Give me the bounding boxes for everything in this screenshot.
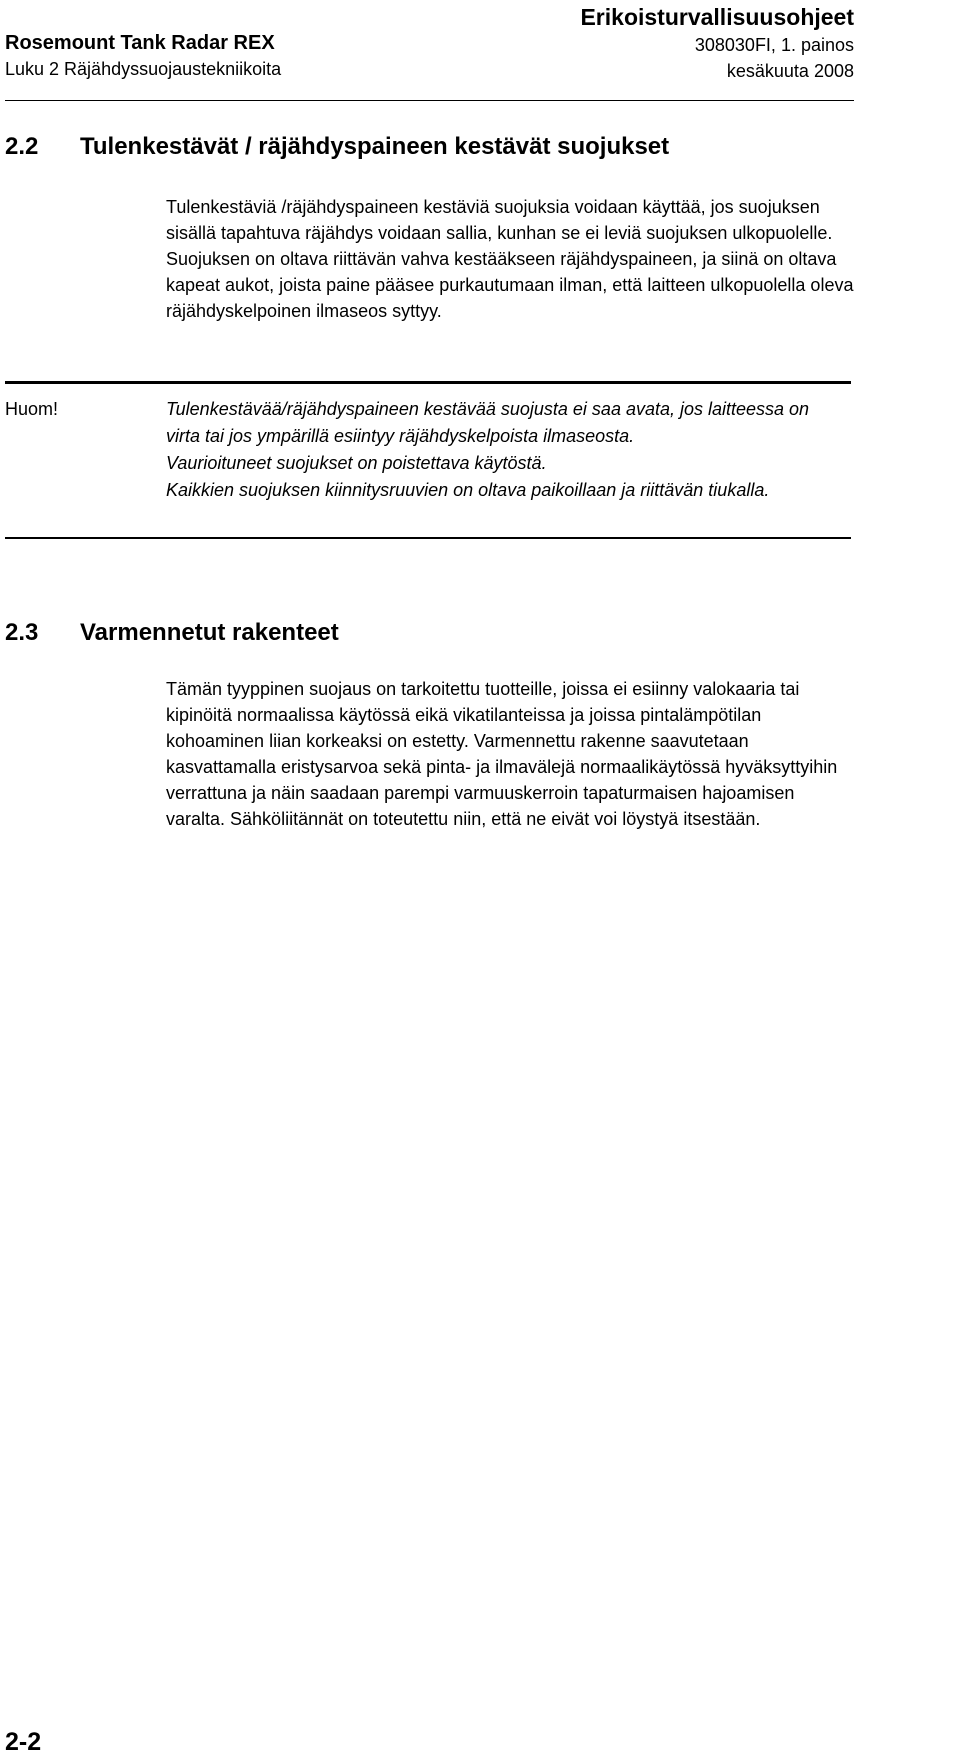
note-top-rule (5, 381, 851, 384)
note-body (166, 396, 846, 504)
document-number: 308030FI, 1. painos (694, 35, 854, 55)
chapter-title: Luku 2 Räjähdyssuojaustekniikoita (5, 59, 282, 79)
section-paragraph: Tämän tyyppinen suojaus on tarkoitettu tuotteille, joissa ei esiinny valokaaria tai kipinöitä normaalissa käytössä eikä vikatilanteissa ja joissa pintalämpötilan kohoaminen liian korkeaksi on estetty. Varmennettu rakenne saavutetaan kasvattamalla eristysarvoa sekä pinta- ja ilmavälejä normaalikäytössä hyväksyttyihin verrattuna ja näin saadaan parempi varmuuskerroin tapaturmaisen hajoamisen varalta. Sähköliitännät on toteutettu niin, että ne eivät voi löystyä itsestään. (166, 679, 838, 829)
section-number: 2.2 (5, 133, 39, 160)
running-header-right (580, 2, 854, 84)
note-bottom-rule (5, 537, 851, 539)
section-title: Tulenkestävät / räjähdyspaineen kestävät suojukset (80, 133, 670, 160)
running-header-left (5, 30, 281, 82)
note-line: Vaurioituneet suojukset on poistettava käytöstä. (166, 453, 547, 473)
document-title: Erikoisturvallisuusohjeet (580, 4, 854, 30)
note-line: Kaikkien suojuksen kiinnitysruuvien on oltava paikoillaan ja riittävän tiukalla. (166, 480, 770, 500)
product-name: Rosemount Tank Radar REX (5, 32, 275, 54)
section-number: 2.3 (5, 619, 39, 646)
section-paragraph: Tulenkestäviä /räjähdyspaineen kestäviä suojuksia voidaan käyttää, jos suojuksen sisällä tapahtuva räjähdys voidaan sallia, kunhan se ei leviä suojuksen ulkopuolelle. Suojuksen on oltava riittävän vahva kestääkseen räjähdyspaineen, ja siinä on oltava kapeat aukot, joista paine pääsee purkautumaan ilman, että laitteen ulkopuolella oleva räjähdyskelpoinen ilmaseos syttyy. (166, 197, 854, 321)
note-line: Tulenkestävää/räjähdyspaineen kestävää suojusta ei saa avata, jos laitteessa on virta tai jos ympärillä esiintyy räjähdyskelpoista ilmaseosta. (166, 399, 810, 446)
section-title: Varmennetut rakenteet (80, 619, 339, 646)
header-divider (5, 100, 854, 101)
page-number: 2-2 (5, 1728, 42, 1756)
document-date: kesäkuuta 2008 (726, 61, 854, 81)
note-label: Huom! (5, 399, 59, 419)
